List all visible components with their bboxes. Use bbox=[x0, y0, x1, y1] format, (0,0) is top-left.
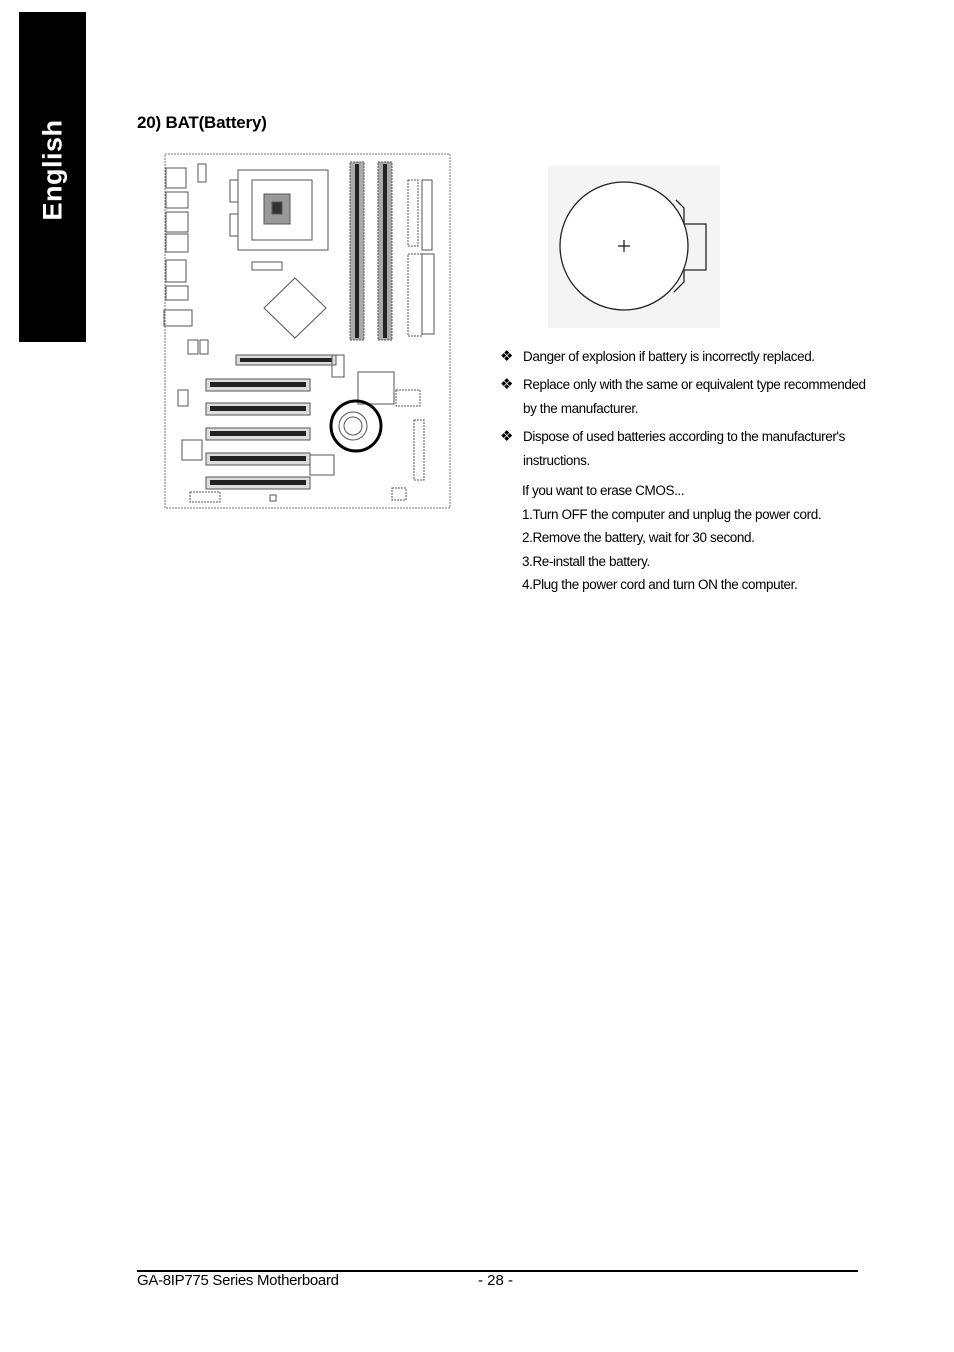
diamond-bullet-icon: ❖ bbox=[500, 376, 514, 393]
warning-item bbox=[500, 345, 880, 369]
board-battery bbox=[339, 412, 367, 440]
motherboard-diagram bbox=[160, 150, 456, 512]
erase-cmos-instructions bbox=[522, 479, 880, 597]
erase-step: 2.Remove the battery, wait for 30 second. bbox=[522, 530, 755, 545]
battery-diagram bbox=[548, 166, 720, 328]
erase-step: 3.Re-install the battery. bbox=[522, 553, 650, 569]
page-number: - 28 - bbox=[478, 1272, 514, 1289]
warning-text: Replace only with the same or equivalent type recommended by the manufacturer. bbox=[523, 377, 866, 416]
erase-step: 1.Turn OFF the computer and unplug the power cord. bbox=[522, 506, 822, 522]
erase-intro: If you want to erase CMOS... bbox=[522, 483, 685, 498]
diamond-bullet-icon: ❖ bbox=[500, 428, 514, 445]
erase-step: 4.Plug the power cord and turn ON the computer. bbox=[522, 577, 798, 592]
diamond-bullet-icon: ❖ bbox=[500, 348, 514, 365]
warning-text: Danger of explosion if battery is incorrectly replaced. bbox=[523, 349, 815, 364]
section-title: 20) BAT(Battery) bbox=[137, 113, 267, 132]
warning-item bbox=[500, 373, 880, 421]
footer-product-name: GA-8IP775 Series Motherboard bbox=[137, 1272, 339, 1289]
battery-notes bbox=[500, 345, 880, 597]
warning-text: Dispose of used batteries according to the manufacturer's instructions. bbox=[523, 429, 845, 468]
warning-item bbox=[500, 425, 880, 473]
language-label: English bbox=[37, 119, 68, 221]
